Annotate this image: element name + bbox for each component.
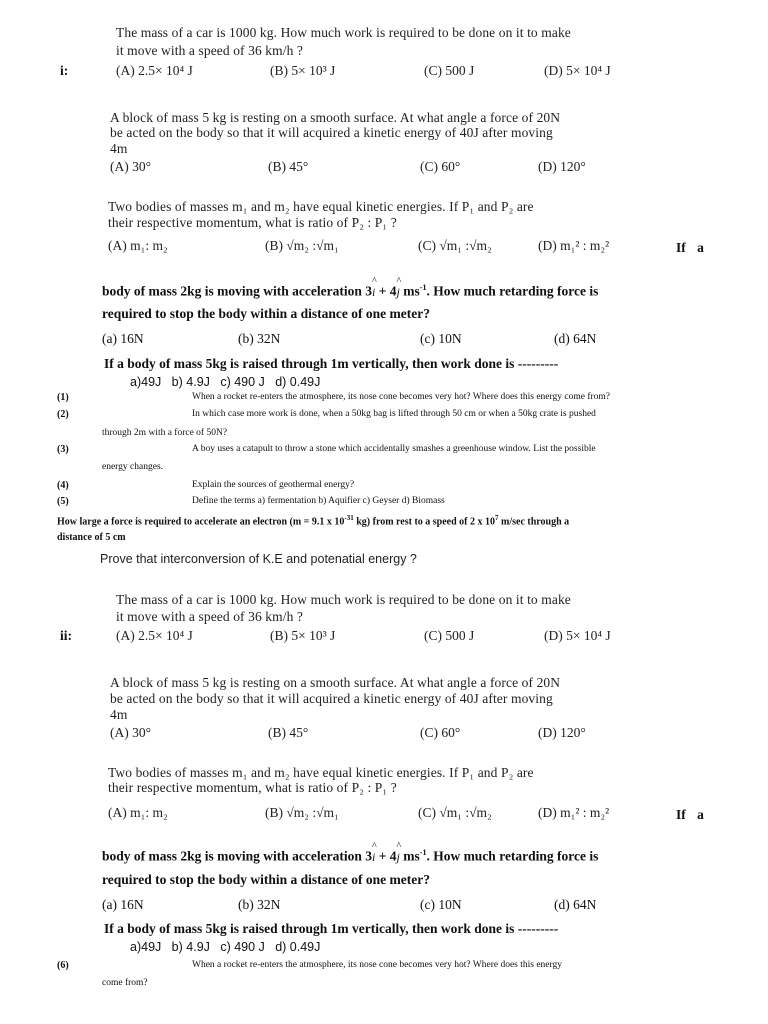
- prove-question: Prove that interconversion of K.E and potenatial energy ?: [100, 552, 417, 566]
- q3-option-a: (A) m₁: m₂: [108, 805, 168, 820]
- q3-line1: Two bodies of masses m₁ and m₂ have equal kinetic energies. If P₁ and P₂ are: [108, 199, 534, 214]
- q1-line1: The mass of a car is 1000 kg. How much work is required to be done on it to make: [116, 592, 571, 607]
- q4-option-c: (c) 10N: [420, 897, 462, 912]
- question-text: energy changes.: [102, 462, 164, 472]
- question-number: (2): [57, 409, 69, 420]
- q4-option-b: (b) 32N: [238, 897, 281, 912]
- electron-question-line2: distance of 5 cm: [57, 532, 126, 543]
- q4-line1: body of mass 2kg is moving with acceleration 3^ i + 4^ j $ms^{-1}$. How much retarding force is: [102, 848, 598, 865]
- q2-line1: A block of mass 5 kg is resting on a smooth surface. At what angle a force of 20N: [110, 675, 561, 690]
- question-number: (3): [57, 444, 69, 455]
- q2-line1: A block of mass 5 kg is resting on a smooth surface. At what angle a force of 20N: [110, 110, 561, 125]
- q4-option-c: (c) 10N: [420, 331, 462, 346]
- q4-option-b: (b) 32N: [238, 331, 281, 346]
- q1-line2: it move with a speed of 36 km/h ?: [116, 43, 304, 58]
- q4-line2: required to stop the body within a distance of one meter?: [102, 306, 430, 321]
- q1-option-c: (C) 500 J: [424, 63, 475, 78]
- q5-options: a)49J b) 4.9J c) 490 J d) 0.49J: [130, 375, 321, 389]
- q2-option-b: (B) 45°: [268, 159, 309, 174]
- q3-option-c: (C) √m₁ :√m₂: [418, 805, 492, 820]
- q5-line1: If a body of mass 5kg is raised through 1m vertically, then work done is ---------: [104, 356, 559, 371]
- q3-option-b: (B) √m₂ :√m₁: [265, 238, 339, 253]
- q1-option-b: (B) 5× 10³ J: [270, 63, 336, 78]
- if-a-text: If a: [676, 240, 704, 255]
- q2-option-d: (D) 120°: [538, 725, 586, 740]
- question-text: In which case more work is done, when a 50kg bag is lifted through 50 cm or when a 50kg crate is pushed: [192, 409, 596, 419]
- q4-option-d: (d) 64N: [554, 897, 597, 912]
- q3-option-a: (A) m₁: m₂: [108, 238, 168, 253]
- q1-option-d: (D) 5× 10⁴ J: [544, 63, 611, 78]
- q2-line2: be acted on the body so that it will acquired a kinetic energy of 40J after moving: [110, 125, 553, 140]
- q2-option-b: (B) 45°: [268, 725, 309, 740]
- q5-line1: If a body of mass 5kg is raised through 1m vertically, then work done is ---------: [104, 921, 559, 936]
- question-text: Explain the sources of geothermal energy?: [192, 480, 355, 490]
- q3-option-c: (C) √m₁ :√m₂: [418, 238, 492, 253]
- question-number: (4): [57, 480, 69, 491]
- q2-option-d: (D) 120°: [538, 159, 586, 174]
- q2-option-a: (A) 30°: [110, 159, 152, 174]
- question-text: through 2m with a force of 50N?: [102, 428, 228, 438]
- q2-option-a: (A) 30°: [110, 725, 152, 740]
- q2-line3: 4m: [110, 141, 128, 156]
- q2-option-c: (C) 60°: [420, 725, 461, 740]
- set-label: i:: [60, 63, 69, 78]
- q3-line1: Two bodies of masses m₁ and m₂ have equal kinetic energies. If P₁ and P₂ are: [108, 765, 534, 780]
- q1-line1: The mass of a car is 1000 kg. How much work is required to be done on it to make: [116, 25, 571, 40]
- q4-option-a: (a) 16N: [102, 331, 144, 346]
- q1-option-b: (B) 5× 10³ J: [270, 628, 336, 643]
- q3-option-d: (D) m₁² : m₂²: [538, 805, 610, 820]
- q4-line2: required to stop the body within a distance of one meter?: [102, 872, 430, 887]
- if-a-text: If a: [676, 807, 704, 822]
- question-text: When a rocket re-enters the atmosphere, its nose cone becomes very hot? Where does this energy: [192, 960, 563, 970]
- q3-line2: their respective momentum, what is ratio of P₂ : P₁ ?: [108, 780, 397, 795]
- question-number: (1): [57, 392, 69, 403]
- question-text: Define the terms a) fermentation b) Aquifier c) Geyser d) Biomass: [192, 496, 445, 506]
- q3-option-d: (D) m₁² : m₂²: [538, 238, 610, 253]
- q3-line2: their respective momentum, what is ratio of P₂ : P₁ ?: [108, 215, 397, 230]
- q4-line1: body of mass 2kg is moving with acceleration 3^ i + 4^ j $ms^{-1}$. How much retarding force is: [102, 283, 598, 300]
- q4-option-d: (d) 64N: [554, 331, 597, 346]
- q1-option-a: (A) 2.5× 10⁴ J: [116, 63, 193, 78]
- set-label: ii:: [60, 628, 72, 643]
- electron-question-line1: How large a force is required to accelerate an electron (m = 9.1 x $10^{-31}$ kg) from rest to a speed of 2 x $10^7$ m/sec through a: [57, 514, 570, 528]
- q5-options: a)49J b) 4.9J c) 490 J d) 0.49J: [130, 940, 321, 954]
- q2-line2: be acted on the body so that it will acquired a kinetic energy of 40J after moving: [110, 691, 553, 706]
- q1-line2: it move with a speed of 36 km/h ?: [116, 609, 304, 624]
- q2-line3: 4m: [110, 707, 128, 722]
- question-number: (6): [57, 960, 69, 971]
- q2-option-c: (C) 60°: [420, 159, 461, 174]
- q1-option-d: (D) 5× 10⁴ J: [544, 628, 611, 643]
- question-text: When a rocket re-enters the atmosphere, its nose cone becomes very hot? Where does this energy come from?: [192, 392, 611, 402]
- question-number: (5): [57, 496, 69, 507]
- q3-option-b: (B) √m₂ :√m₁: [265, 805, 339, 820]
- question-text: come from?: [102, 978, 148, 988]
- q1-option-c: (C) 500 J: [424, 628, 475, 643]
- q1-option-a: (A) 2.5× 10⁴ J: [116, 628, 193, 643]
- q4-option-a: (a) 16N: [102, 897, 144, 912]
- question-text: A boy uses a catapult to throw a stone which accidentally smashes a greenhouse window. List the possible: [192, 444, 596, 454]
